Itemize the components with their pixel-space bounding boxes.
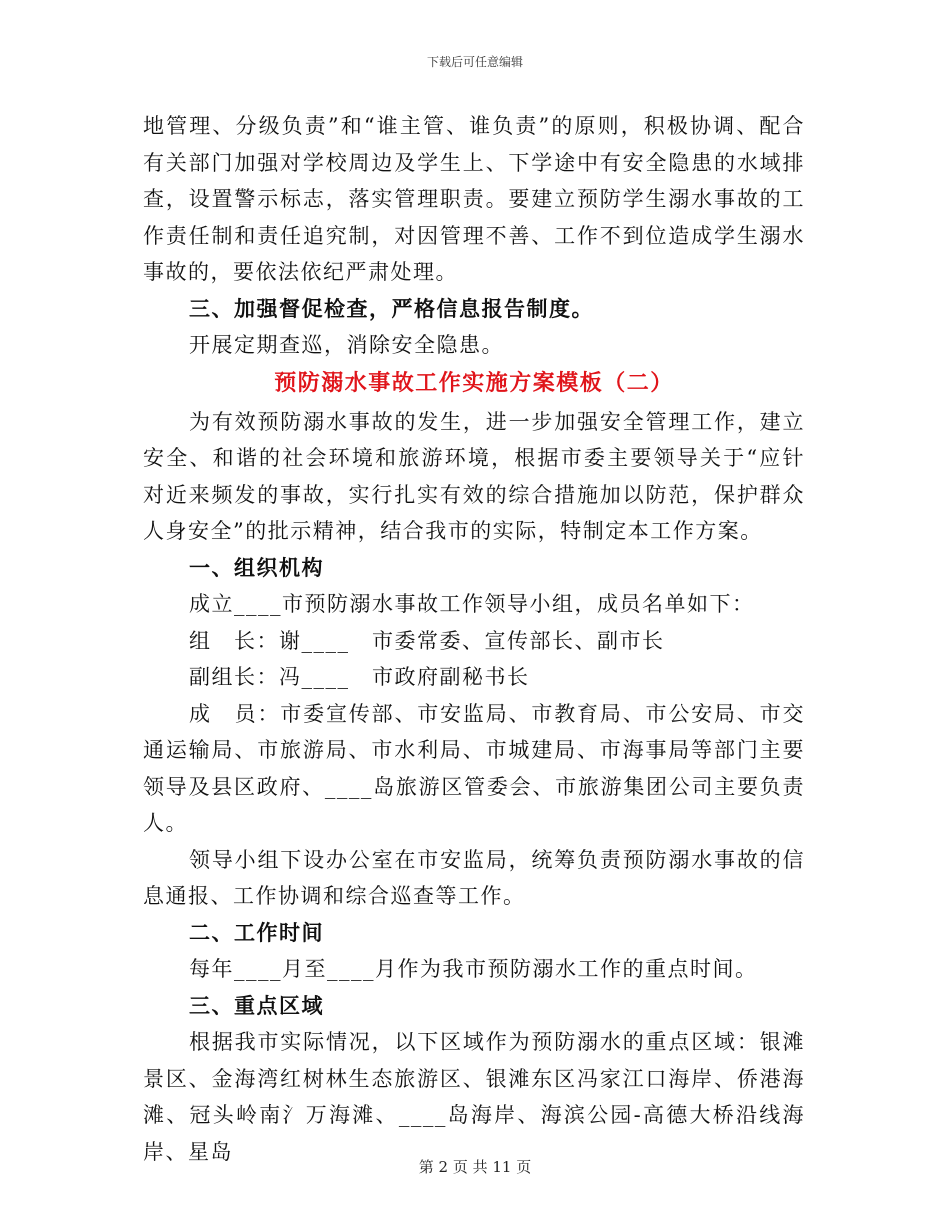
heading-key-areas: 三、重点区域 [189, 992, 324, 1018]
paragraph-intro: 为有效预防溺水事故的发生，进一步加强安全管理工作，建立安全、和谐的社会环境和旅游环境，根据市委主要领导关于“应针对近来频发的事故，实行扎实有效的综合措施加以防范，保护群众人身安全”的批示精神，结合我市的实际，特制定本工作方案。 [143, 409, 805, 543]
heading-work-time: 二、工作时间 [189, 919, 324, 945]
page-header: 下载后可任意编辑 [426, 55, 523, 69]
heading-supervision: 三、加强督促检查，严格信息报告制度。 [189, 295, 594, 321]
paragraph-group-leader: 组 长：谢____ 市委常委、宣传部长、副市长 [189, 628, 665, 653]
heading-organization: 一、组织机构 [189, 554, 324, 580]
document-body [143, 108, 805, 1170]
document-title: 预防溺水事故工作实施方案模板（二） [274, 370, 674, 396]
page-footer: 第 2 页 共 11 页 [418, 1158, 532, 1176]
paragraph-leading-group: 成立____市预防溺水事故工作领导小组，成员名单如下： [189, 592, 755, 616]
paragraph-members: 成 员：市委宣传部、市安监局、市教育局、市公安局、市交通运输局、市旅游局、市水利局、市城建局、市海事局等部门主要领导及县区政府、____岛旅游区管委会、市旅游集团公司主要负责人。 [143, 701, 805, 835]
paragraph-office: 领导小组下设办公室在市安监局，统筹负责预防溺水事故的信息通报、工作协调和综合巡查等工作。 [143, 847, 805, 908]
paragraph-deputy-leader: 副组长：冯____ 市政府副秘书长 [189, 665, 530, 689]
paragraph-inspection: 开展定期查巡，消除安全隐患。 [189, 333, 504, 357]
paragraph-continued: 地管理、分级负责”和“谁主管、谁负责”的原则，积极协调、配合有关部门加强对学校周边及学生上、下学途中有安全隐患的水域排查，设置警示标志，落实管理职责。要建立预防学生溺水事故的工作责任制和责任追究制，对因管理不善、工作不到位造成学生溺水事故的，要依法依纪严肃处理。 [143, 114, 805, 284]
paragraph-key-areas: 根据我市实际情况，以下区域作为预防溺水的重点区域：银滩景区、金海湾红树林生态旅游区、银滩东区冯家江口海岸、侨港海滩、冠头岭南氵万海滩、____岛海岸、海滨公园-高德大桥沿线海岸、星岛 [143, 1030, 805, 1164]
paragraph-work-time: 每年____月至____月作为我市预防溺水工作的重点时间。 [189, 957, 758, 981]
